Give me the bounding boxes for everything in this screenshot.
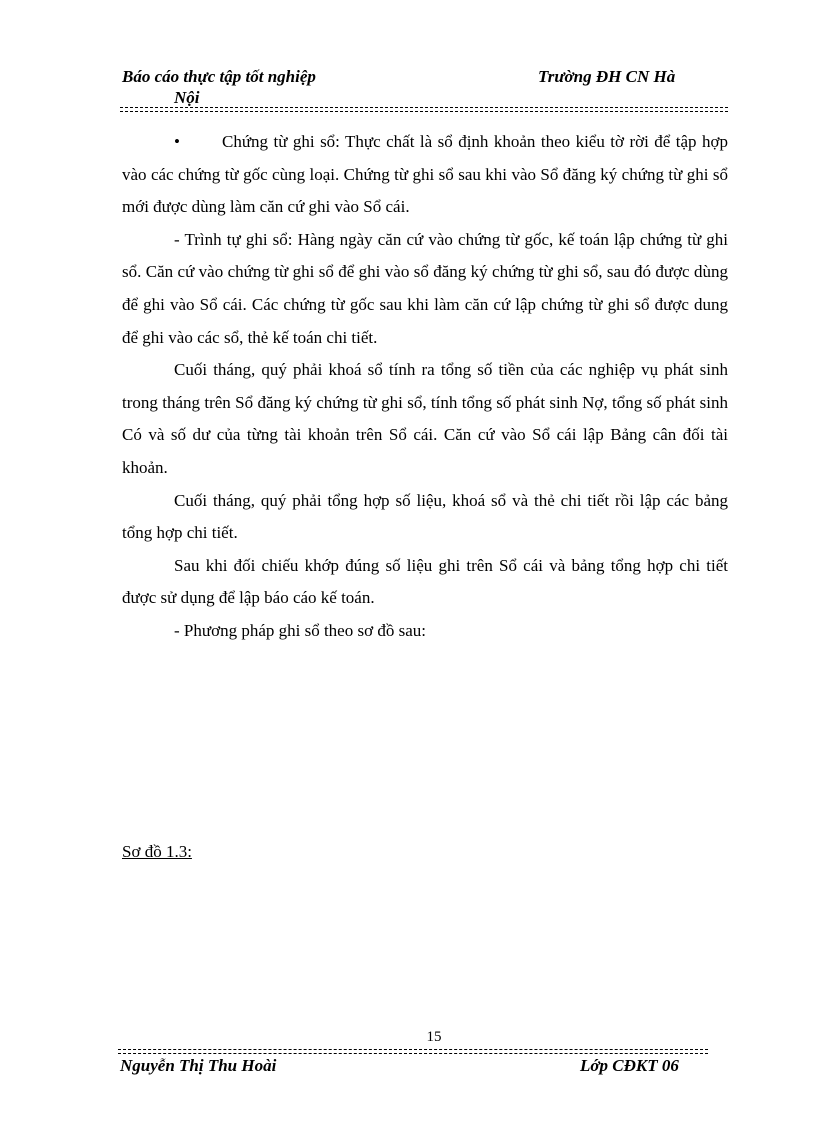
header-left-title: Báo cáo thực tập tốt nghiệp [122, 67, 316, 86]
page-number: 15 [426, 1029, 442, 1045]
paragraph-5: Sau khi đối chiếu khớp đúng số liệu ghi trên Sổ cái và bảng tổng hợp chi tiết được sử dụng để lập báo cáo kế toán. [122, 555, 728, 608]
diagram-caption: Sơ đồ 1.3: [122, 842, 192, 861]
footer-class: Lớp CĐKT 06 [580, 1056, 679, 1075]
paragraph-3: Cuối tháng, quý phải khoá sổ tính ra tổng số tiền của các nghiệp vụ phát sinh trong tháng trên Sổ đăng ký chứng từ ghi sổ, tính tổng số phát sinh Nợ, tổng số phát sinh Có và số dư của từng tài khoản trên Sổ cái. Căn cứ vào Sổ cái lập Bảng cân đối tài khoản. [122, 360, 728, 477]
paragraph-4: Cuối tháng, quý phải tổng hợp số liệu, khoá sổ và thẻ chi tiết rồi lập các bảng tổng hợp chi tiết. [122, 490, 728, 543]
footer-author: Nguyễn Thị Thu Hoài [120, 1056, 277, 1075]
paragraph-6: - Phương pháp ghi sổ theo sơ đồ sau: [174, 620, 426, 640]
footer-divider [118, 1049, 708, 1054]
header-right-title: Trường ĐH CN Hà [538, 67, 676, 86]
paragraph-2: - Trình tự ghi sổ: Hàng ngày căn cứ vào chứng từ gốc, kế toán lập chứng từ ghi sổ. Căn cứ vào chứng từ ghi sổ để ghi vào sổ đăng ký chứng từ ghi sổ, sau đó được dùng để ghi vào Sổ cái. Các chứng từ gốc sau khi làm căn cứ lập chứng từ ghi sổ được dung để ghi vào các sổ, thẻ kế toán chi tiết. [122, 229, 728, 347]
header-left-title-continued: Nội [174, 88, 200, 107]
paragraph-text: Chứng từ ghi sổ: Thực chất là sổ định khoản theo kiểu tờ rời để tập hợp vào các chứng từ gốc cùng loại. Chứng từ ghi sổ sau khi vào Sổ đăng ký chứng từ ghi sổ mới được dùng làm căn cứ ghi vào Sổ cái. [122, 132, 728, 217]
paragraph-1 [122, 126, 728, 224]
bullet-icon: • [174, 132, 180, 151]
document-body [122, 126, 728, 648]
header-divider [120, 107, 728, 112]
